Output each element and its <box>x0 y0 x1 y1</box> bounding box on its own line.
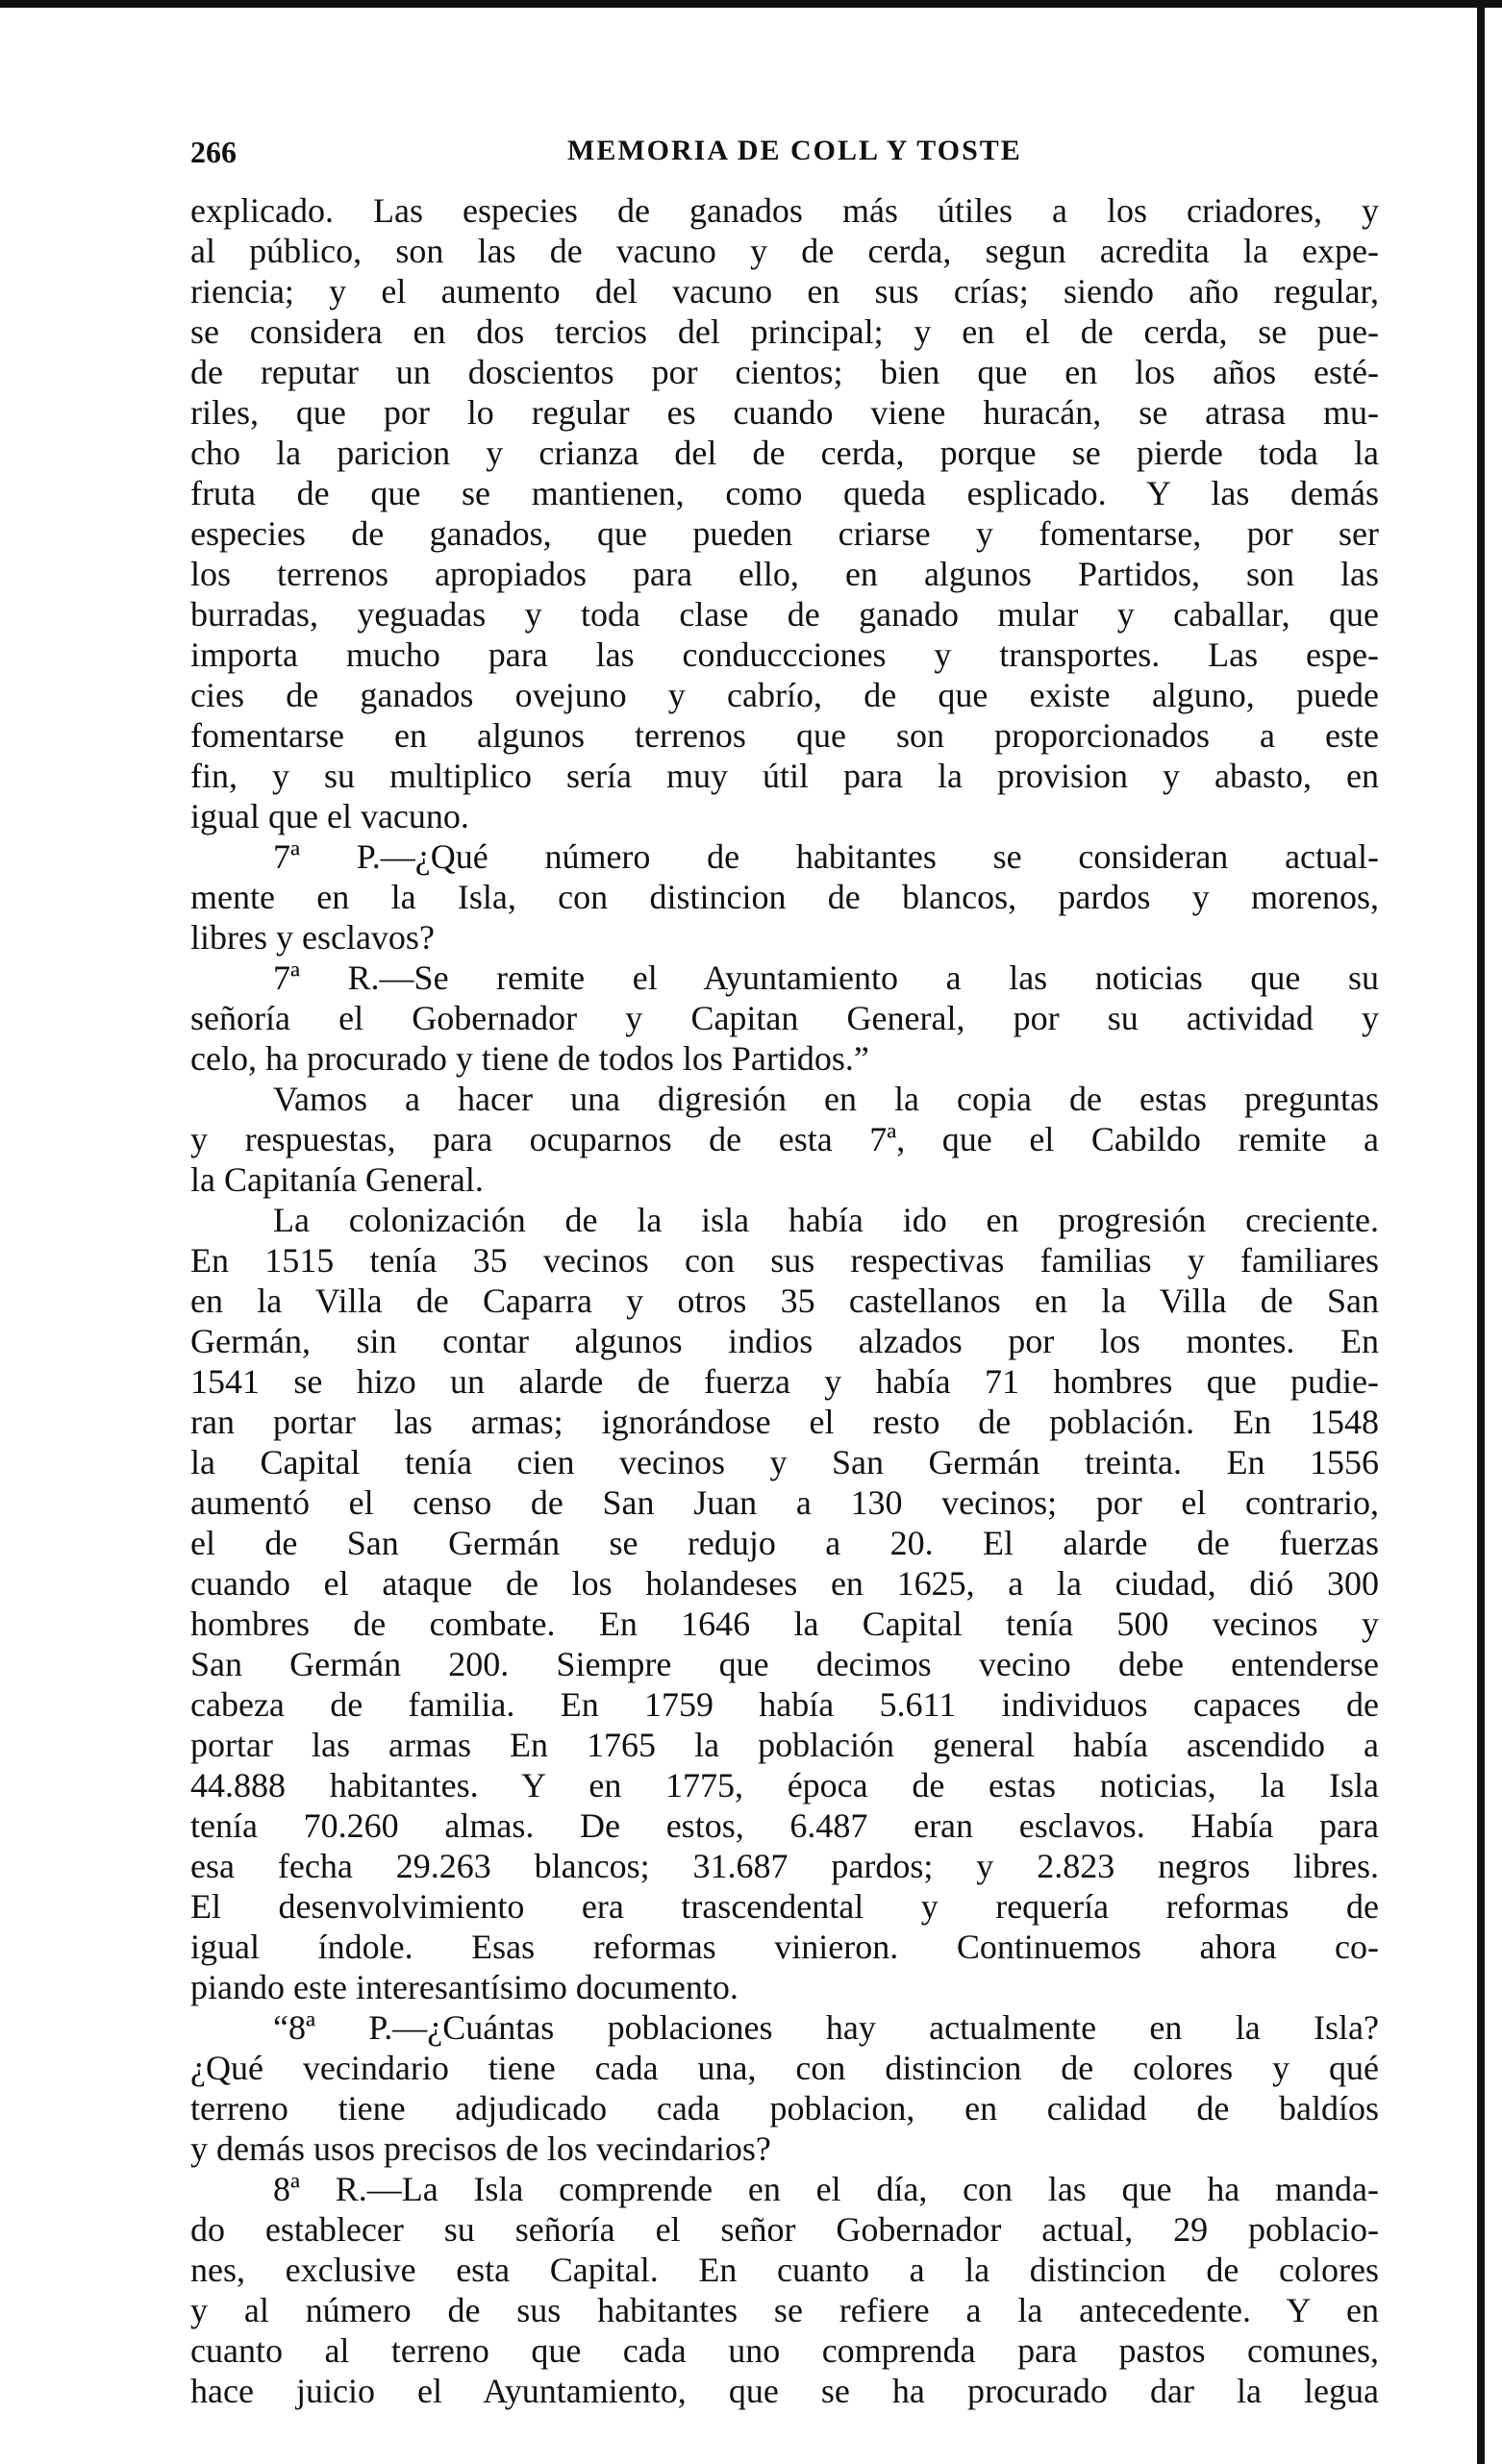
text-line: 1541 se hizo un alarde de fuerza y había 71 hombres que pudie- <box>190 1362 1379 1401</box>
text-line: especies de ganados, que pueden criarse y fomentarse, por ser <box>190 514 1379 553</box>
top-border-rule <box>0 0 1502 8</box>
text-line: los terrenos apropiados para ello, en algunos Partidos, son las <box>190 555 1379 593</box>
text-line: En 1515 tenía 35 vecinos con sus respectivas familias y familiares <box>190 1241 1379 1280</box>
text-line: piando este interesantísimo documento. <box>190 1968 738 2006</box>
text-line: al público, son las de vacuno y de cerda, segun acredita la expe- <box>190 232 1379 270</box>
page-header <box>190 135 1379 173</box>
text-line: hace juicio el Ayuntamiento, que se ha procurado dar la legua <box>190 2372 1379 2410</box>
right-border-rule <box>1477 0 1485 2464</box>
text-line: se considera en dos tercios del principal; y en el de cerda, se pue- <box>190 312 1379 351</box>
text-line: tenía 70.260 almas. De estos, 6.487 eran esclavos. Había para <box>190 1806 1379 1845</box>
text-line: 7ª P.—¿Qué número de habitantes se consideran actual- <box>273 837 1379 876</box>
text-line: cuando el ataque de los holandeses en 1625, a la ciudad, dió 300 <box>190 1564 1379 1603</box>
text-line: “8ª P.—¿Cuántas poblaciones hay actualmente en la Isla? <box>273 2008 1379 2047</box>
text-line: Vamos a hacer una digresión en la copia de estas preguntas <box>273 1080 1379 1118</box>
text-line: nes, exclusive esta Capital. En cuanto a la distincion de colores <box>190 2251 1379 2289</box>
text-line: importa mucho para las conduccciones y transportes. Las espe- <box>190 635 1379 674</box>
text-line: riles, que por lo regular es cuando viene huracán, se atrasa mu- <box>190 393 1379 432</box>
text-line: Germán, sin contar algunos indios alzados por los montes. En <box>190 1322 1379 1360</box>
text-line: ran portar las armas; ignorándose el resto de población. En 1548 <box>190 1403 1379 1441</box>
text-line: en la Villa de Caparra y otros 35 castellanos en la Villa de San <box>190 1282 1379 1320</box>
text-line: do establecer su señoría el señor Gobernador actual, 29 poblacio- <box>190 2210 1379 2249</box>
text-line: El desenvolvimiento era trascendental y requería reformas de <box>190 1887 1379 1926</box>
text-line: el de San Germán se redujo a 20. El alarde de fuerzas <box>190 1524 1379 1562</box>
text-line: y respuestas, para ocuparnos de esta 7ª, que el Cabildo remite a <box>190 1120 1379 1158</box>
text-line: hombres de combate. En 1646 la Capital tenía 500 vecinos y <box>190 1605 1379 1643</box>
text-line: portar las armas En 1765 la población general había ascendido a <box>190 1726 1379 1764</box>
text-line: 44.888 habitantes. Y en 1775, época de estas noticias, la Isla <box>190 1766 1379 1804</box>
text-line: cies de ganados ovejuno y cabrío, de que existe alguno, puede <box>190 676 1379 714</box>
text-line: esa fecha 29.263 blancos; 31.687 pardos; y 2.823 negros libres. <box>190 1847 1379 1885</box>
text-line: y al número de sus habitantes se refiere a la antecedente. Y en <box>190 2291 1379 2329</box>
text-line: la Capitanía General. <box>190 1160 484 1199</box>
text-line: San Germán 200. Siempre que decimos vecino debe entenderse <box>190 1645 1379 1683</box>
body-text <box>190 190 1379 2411</box>
text-line: de reputar un doscientos por cientos; bien que en los años esté- <box>190 353 1379 391</box>
text-line: fomentarse en algunos terrenos que son proporcionados a este <box>190 716 1379 755</box>
text-line: 7ª R.—Se remite el Ayuntamiento a las noticias que su <box>273 958 1379 997</box>
text-line: fin, y su multiplico sería muy útil para la provision y abasto, en <box>190 757 1379 795</box>
text-line: señoría el Gobernador y Capitan General, por su actividad y <box>190 999 1379 1037</box>
text-line: igual índole. Esas reformas vinieron. Continuemos ahora co- <box>190 1928 1379 1966</box>
text-line: celo, ha procurado y tiene de todos los Partidos.” <box>190 1039 869 1078</box>
text-line: y demás usos precisos de los vecindarios? <box>190 2129 771 2168</box>
text-line: cabeza de familia. En 1759 había 5.611 individuos capaces de <box>190 1685 1379 1724</box>
text-line: igual que el vacuno. <box>190 797 469 835</box>
running-head: MEMORIA DE COLL Y TOSTE <box>567 135 1022 166</box>
text-line: terreno tiene adjudicado cada poblacion, en calidad de baldíos <box>190 2089 1379 2128</box>
text-line: fruta de que se mantienen, como queda esplicado. Y las demás <box>190 474 1379 512</box>
text-line: cho la paricion y crianza del de cerda, porque se pierde toda la <box>190 434 1379 472</box>
text-line: 8ª R.—La Isla comprende en el día, con las que ha manda- <box>273 2170 1379 2208</box>
text-line: La colonización de la isla había ido en progresión creciente. <box>273 1201 1379 1239</box>
text-line: cuanto al terreno que cada uno comprenda para pastos comunes, <box>190 2331 1379 2370</box>
text-line: mente en la Isla, con distincion de blancos, pardos y morenos, <box>190 878 1379 916</box>
text-line: ¿Qué vecindario tiene cada una, con distincion de colores y qué <box>190 2049 1379 2087</box>
page-number: 266 <box>190 135 237 169</box>
text-line: la Capital tenía cien vecinos y San Germán treinta. En 1556 <box>190 1443 1379 1481</box>
text-line: aumentó el censo de San Juan a 130 vecinos; por el contrario, <box>190 1483 1379 1522</box>
text-line: riencia; y el aumento del vacuno en sus crías; siendo año regular, <box>190 272 1379 311</box>
text-line: explicado. Las especies de ganados más útiles a los criadores, y <box>190 191 1379 230</box>
text-line: burradas, yeguadas y toda clase de ganado mular y caballar, que <box>190 595 1379 634</box>
text-line: libres y esclavos? <box>190 918 435 957</box>
